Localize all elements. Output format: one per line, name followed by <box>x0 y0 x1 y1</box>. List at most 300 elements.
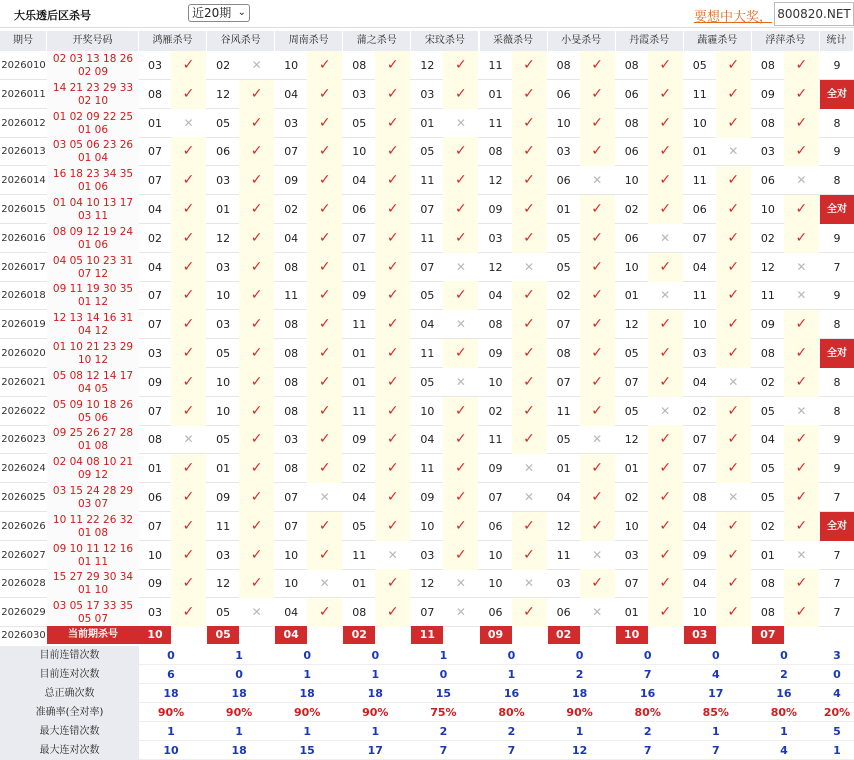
check-icon <box>580 253 615 282</box>
check-glyph: ✓ <box>591 460 603 477</box>
cross-icon <box>580 598 615 627</box>
check-glyph: ✓ <box>591 143 603 160</box>
kill-number: 08 <box>352 59 367 72</box>
kill-number: 09 <box>352 433 367 447</box>
kill-number: 03 <box>488 231 503 245</box>
check-icon <box>307 281 342 310</box>
draw-front-numbers: 01 04 10 13 17 <box>52 197 134 209</box>
stat-cell: 8 <box>833 404 841 418</box>
stat-label: 总正确次数 <box>0 684 139 703</box>
kill-number: 08 <box>760 577 775 591</box>
check-glyph: ✓ <box>250 316 263 333</box>
check-icon <box>784 569 819 598</box>
check-icon <box>512 51 547 80</box>
check-icon <box>512 80 547 109</box>
cross-glyph: ✕ <box>319 576 330 591</box>
check-glyph: ✓ <box>182 229 195 246</box>
check-icon <box>648 598 683 627</box>
check-icon <box>512 281 547 310</box>
check-icon <box>784 483 819 512</box>
check-icon <box>307 512 342 541</box>
period-cell: 2026024 <box>1 463 46 475</box>
stat-cell: 全对 <box>820 195 854 224</box>
kill-number: 05 <box>760 404 775 418</box>
kill-number: 09 <box>692 548 707 562</box>
ad-link[interactable]: 要想中大奖， <box>694 10 773 25</box>
check-glyph: ✓ <box>659 575 672 592</box>
draw-numbers-cell <box>47 512 139 541</box>
kill-number: 11 <box>216 519 231 533</box>
check-glyph: ✓ <box>250 201 263 217</box>
stat-value: 1 <box>303 725 312 738</box>
cross-glyph: ✕ <box>455 115 466 130</box>
table-row <box>0 253 854 282</box>
draw-front-numbers: 05 08 12 14 17 <box>52 369 134 382</box>
kill-number: 09 <box>488 203 503 216</box>
check-icon <box>716 253 751 282</box>
stat-value: 2 <box>780 668 788 681</box>
check-glyph: ✓ <box>182 287 195 304</box>
kill-number: 10 <box>216 404 231 418</box>
table-row <box>0 80 854 109</box>
kill-number: 08 <box>284 404 299 418</box>
kill-number: 03 <box>284 433 299 447</box>
kill-number: 10 <box>692 606 707 620</box>
draw-numbers-cell <box>47 109 139 138</box>
check-glyph: ✓ <box>795 85 808 102</box>
kill-number: 03 <box>148 59 162 72</box>
check-glyph: ✓ <box>591 373 603 390</box>
check-glyph: ✓ <box>523 57 535 73</box>
check-icon <box>648 512 683 541</box>
stat-value: 90% <box>157 706 185 719</box>
table-row <box>0 368 854 397</box>
check-icon <box>512 368 547 397</box>
kill-number: 06 <box>488 606 503 620</box>
stat-value: 0 <box>833 668 841 681</box>
stat-cell: 8 <box>833 174 841 188</box>
check-glyph: ✓ <box>659 143 672 160</box>
cross-icon <box>648 397 683 426</box>
kill-number: 12 <box>488 260 503 274</box>
kill-number: 09 <box>352 289 367 303</box>
draw-front-numbers: 03 15 24 28 29 <box>52 485 134 497</box>
kill-number: 07 <box>488 491 503 504</box>
kill-number: 11 <box>420 174 435 188</box>
check-glyph: ✓ <box>250 546 263 563</box>
kill-number: 02 <box>760 231 775 245</box>
check-icon <box>307 166 342 195</box>
check-icon <box>375 368 410 397</box>
kill-number: 04 <box>692 519 707 533</box>
check-glyph: ✓ <box>795 575 808 592</box>
kill-number: 02 <box>624 491 639 504</box>
draw-front-numbers: 04 05 10 23 31 <box>52 254 134 267</box>
kill-number: 10 <box>148 548 162 562</box>
check-glyph: ✓ <box>659 201 672 217</box>
kill-number: 07 <box>692 462 707 476</box>
table-row <box>0 483 854 512</box>
kill-number: 05 <box>692 59 707 72</box>
kill-number: 11 <box>420 231 435 245</box>
current-period-cell: 2026030 <box>1 630 46 641</box>
kill-number: 01 <box>420 116 435 130</box>
kill-number: 08 <box>284 462 299 476</box>
period-cell: 2026025 <box>1 492 46 503</box>
draw-front-numbers: 16 18 23 34 35 <box>52 168 134 181</box>
kill-number: 08 <box>760 347 775 360</box>
kill-number: 03 <box>556 577 571 591</box>
kill-number: 12 <box>488 174 503 188</box>
stat-cell: 全对 <box>820 512 854 541</box>
check-icon <box>443 195 478 224</box>
stat-value: 17 <box>708 687 724 700</box>
draw-front-numbers: 01 02 09 22 25 <box>52 110 134 123</box>
period-cell: 2026027 <box>1 549 46 561</box>
cross-icon <box>784 397 819 426</box>
stat-label: 最大连错次数 <box>0 722 139 741</box>
kill-number: 06 <box>488 519 503 533</box>
kill-number: 02 <box>488 404 503 418</box>
check-icon <box>648 368 683 397</box>
kill-number: 04 <box>760 433 775 447</box>
kill-number: 10 <box>216 289 231 303</box>
check-glyph: ✓ <box>250 460 263 477</box>
stat-value: 1 <box>167 725 175 738</box>
check-icon <box>171 253 206 282</box>
kill-number: 08 <box>488 145 503 159</box>
kill-number: 01 <box>556 462 571 476</box>
cross-icon <box>443 368 478 397</box>
period-cell: 2026017 <box>1 261 46 273</box>
check-glyph: ✓ <box>386 316 399 333</box>
draw-back-numbers: 01 08 <box>77 526 109 539</box>
kill-number: 10 <box>692 116 707 130</box>
check-icon <box>375 310 410 339</box>
check-glyph: ✓ <box>523 402 535 419</box>
check-icon <box>648 454 683 483</box>
draw-numbers-cell <box>47 454 139 483</box>
stat-cell: 7 <box>833 577 841 591</box>
check-glyph: ✓ <box>659 460 672 477</box>
kill-number: 07 <box>148 519 162 533</box>
cross-icon <box>716 368 751 397</box>
stat-cell: 7 <box>833 260 841 274</box>
kill-number: 09 <box>420 491 435 504</box>
check-glyph: ✓ <box>659 57 672 73</box>
kill-number: 08 <box>556 347 571 360</box>
stat-value: 1 <box>235 725 243 738</box>
cross-glyph: ✕ <box>592 432 603 447</box>
check-glyph: ✓ <box>727 345 740 361</box>
check-icon <box>512 109 547 138</box>
check-glyph: ✓ <box>659 517 672 534</box>
check-icon <box>239 224 274 253</box>
kill-number: 12 <box>556 519 571 533</box>
kill-number: 10 <box>624 260 639 274</box>
check-glyph: ✓ <box>455 546 467 563</box>
kill-number: 08 <box>556 59 571 72</box>
kill-number: 10 <box>624 174 639 188</box>
kill-number: 05 <box>420 145 435 159</box>
header-period: 期号 <box>0 31 47 51</box>
check-glyph: ✓ <box>659 345 672 361</box>
kill-number: 10 <box>420 519 435 533</box>
kill-number: 07 <box>284 519 299 533</box>
kill-number: 11 <box>352 548 367 562</box>
check-icon <box>171 569 206 598</box>
check-icon <box>784 425 819 454</box>
kill-number: 01 <box>352 260 367 274</box>
check-icon <box>239 397 274 426</box>
check-icon <box>784 598 819 627</box>
draw-numbers-cell <box>47 483 139 512</box>
kill-number: 08 <box>148 433 162 447</box>
cross-glyph: ✕ <box>660 230 671 245</box>
check-icon <box>239 109 274 138</box>
stat-value: 7 <box>507 744 516 757</box>
draw-front-numbers: 08 09 12 19 24 <box>52 225 134 238</box>
kill-number: 02 <box>760 519 775 533</box>
check-icon <box>171 368 206 397</box>
kill-number: 05 <box>624 404 639 418</box>
check-icon <box>580 483 615 512</box>
kill-number: 01 <box>352 577 367 591</box>
check-icon <box>580 51 615 80</box>
period-cell: 2026018 <box>1 290 46 302</box>
stat-value: 0 <box>507 649 516 662</box>
stat-value: 4 <box>833 687 841 700</box>
kill-number: 08 <box>760 606 775 620</box>
kill-number: 04 <box>148 260 162 274</box>
check-icon <box>784 454 819 483</box>
draw-front-numbers: 09 25 26 27 28 <box>52 427 134 440</box>
check-glyph: ✓ <box>318 287 331 304</box>
stat-value: 0 <box>780 649 788 662</box>
kill-number: 01 <box>624 606 639 620</box>
check-icon <box>512 310 547 339</box>
stat-value: 1 <box>303 668 312 681</box>
period-select[interactable] <box>188 4 250 22</box>
kill-number: 05 <box>760 491 775 504</box>
header-expert-4: 蒲之杀号 <box>343 31 411 51</box>
check-icon <box>648 109 683 138</box>
check-glyph: ✓ <box>795 431 808 448</box>
check-glyph: ✓ <box>523 345 535 361</box>
check-glyph: ✓ <box>523 201 535 217</box>
check-icon <box>171 598 206 627</box>
check-icon <box>171 281 206 310</box>
current-kill-label: 当前期杀号 <box>47 626 139 644</box>
stat-cell: 9 <box>833 145 841 159</box>
check-glyph: ✓ <box>455 345 467 361</box>
stat-value: 3 <box>833 649 841 662</box>
draw-back-numbers: 01 12 <box>77 296 109 309</box>
cross-icon <box>580 166 615 195</box>
check-glyph: ✓ <box>455 229 467 246</box>
draw-numbers-cell <box>47 368 139 397</box>
check-glyph: ✓ <box>250 172 263 189</box>
draw-back-numbers: 01 06 <box>77 238 109 251</box>
kill-number: 01 <box>624 289 639 303</box>
cross-glyph: ✕ <box>796 288 807 303</box>
check-icon <box>307 51 342 80</box>
draw-back-numbers: 05 06 <box>77 411 109 424</box>
check-icon <box>784 310 819 339</box>
check-glyph: ✓ <box>523 229 535 246</box>
cross-icon <box>443 569 478 598</box>
current-kill-number: 10 <box>139 626 171 644</box>
check-icon <box>375 137 410 166</box>
check-icon <box>648 253 683 282</box>
kill-number: 04 <box>692 260 707 274</box>
draw-back-numbers: 04 12 <box>77 325 109 338</box>
kill-number: 02 <box>624 203 639 216</box>
check-glyph: ✓ <box>182 546 195 563</box>
table-row <box>0 281 854 310</box>
kill-number: 01 <box>148 462 162 476</box>
check-glyph: ✓ <box>318 258 331 275</box>
kill-number: 09 <box>148 577 162 591</box>
draw-back-numbers: 01 11 <box>77 555 109 568</box>
cross-glyph: ✕ <box>796 259 807 274</box>
stat-value: 0 <box>235 668 243 681</box>
cross-glyph: ✕ <box>523 259 535 274</box>
header-expert-8: 丹霞杀号 <box>616 31 684 51</box>
check-icon <box>580 454 615 483</box>
check-icon <box>171 512 206 541</box>
check-glyph: ✓ <box>727 517 740 534</box>
kill-number: 10 <box>284 59 299 72</box>
check-icon <box>512 425 547 454</box>
top-bar <box>0 0 854 28</box>
stat-value: 0 <box>439 668 448 681</box>
kill-number: 07 <box>284 145 299 159</box>
cross-glyph: ✕ <box>455 317 466 332</box>
check-glyph: ✓ <box>659 546 672 563</box>
check-glyph: ✓ <box>795 345 808 361</box>
check-glyph: ✓ <box>318 229 331 246</box>
check-icon <box>443 541 478 570</box>
period-cell: 2026023 <box>1 434 46 446</box>
check-icon <box>716 339 751 368</box>
kill-number: 09 <box>488 347 503 360</box>
check-glyph: ✓ <box>318 345 331 361</box>
draw-numbers-cell <box>47 397 139 426</box>
draw-numbers-cell <box>47 339 139 368</box>
draw-front-numbers: 15 27 29 30 34 <box>52 571 134 584</box>
check-icon <box>239 339 274 368</box>
kill-number: 01 <box>352 347 367 360</box>
current-kill-number: 11 <box>411 626 443 644</box>
check-glyph: ✓ <box>250 229 263 246</box>
kill-number: 01 <box>760 548 775 562</box>
period-cell: 2026011 <box>1 88 46 100</box>
check-glyph: ✓ <box>182 517 195 534</box>
draw-back-numbers: 01 06 <box>77 181 109 194</box>
stat-value: 4 <box>780 744 788 757</box>
kill-number: 03 <box>760 145 775 159</box>
check-icon <box>512 339 547 368</box>
cross-icon <box>443 310 478 339</box>
check-glyph: ✓ <box>795 489 808 505</box>
draw-front-numbers: 10 11 22 26 32 <box>52 513 134 526</box>
check-icon <box>784 368 819 397</box>
kill-number: 04 <box>692 375 707 389</box>
kill-number: 12 <box>216 577 231 591</box>
check-icon <box>784 339 819 368</box>
stat-value: 80% <box>498 706 525 719</box>
stat-cell: 8 <box>833 318 841 332</box>
draw-front-numbers: 01 10 21 23 29 <box>52 341 134 353</box>
check-icon <box>648 425 683 454</box>
check-icon <box>375 253 410 282</box>
current-kill-number: 05 <box>207 626 239 644</box>
draw-front-numbers: 05 09 10 18 26 <box>52 398 134 411</box>
check-glyph: ✓ <box>182 575 195 592</box>
check-icon <box>171 397 206 426</box>
stat-value: 16 <box>640 687 656 700</box>
check-icon <box>307 397 342 426</box>
check-icon <box>648 541 683 570</box>
stat-value: 20% <box>823 706 851 719</box>
draw-numbers-cell <box>47 541 139 570</box>
check-icon <box>716 195 751 224</box>
stat-cell: 9 <box>833 433 841 447</box>
kill-number: 06 <box>760 174 775 188</box>
kill-number: 05 <box>216 606 231 620</box>
kill-number: 03 <box>148 606 162 620</box>
kill-number: 04 <box>352 174 367 188</box>
check-icon <box>307 541 342 570</box>
check-glyph: ✓ <box>182 201 195 217</box>
kill-number: 07 <box>692 231 707 245</box>
period-select-value: 近20期 <box>192 6 232 20</box>
stat-value: 18 <box>231 687 247 700</box>
kill-number: 11 <box>488 116 503 130</box>
check-glyph: ✓ <box>250 402 263 419</box>
draw-front-numbers: 03 05 17 33 35 <box>52 600 134 613</box>
kill-number: 03 <box>420 87 435 101</box>
check-icon <box>307 109 342 138</box>
stat-value: 85% <box>702 706 729 719</box>
kill-number: 04 <box>284 231 299 245</box>
kill-number: 01 <box>692 145 707 159</box>
check-glyph: ✓ <box>386 373 399 390</box>
check-glyph: ✓ <box>591 402 603 419</box>
stat-row <box>0 741 854 760</box>
check-glyph: ✓ <box>795 114 808 131</box>
check-glyph: ✓ <box>318 402 331 419</box>
cross-icon <box>784 253 819 282</box>
check-icon <box>239 425 274 454</box>
stat-value: 15 <box>435 687 452 700</box>
check-glyph: ✓ <box>727 402 740 419</box>
kill-number: 05 <box>420 289 435 303</box>
kill-number: 04 <box>420 318 435 332</box>
cross-glyph: ✕ <box>251 58 262 72</box>
check-glyph: ✓ <box>795 460 808 477</box>
check-glyph: ✓ <box>659 316 672 333</box>
check-icon <box>307 454 342 483</box>
check-glyph: ✓ <box>318 373 331 390</box>
check-icon <box>716 512 751 541</box>
check-glyph: ✓ <box>659 85 672 102</box>
draw-numbers-cell <box>47 224 139 253</box>
check-icon <box>307 80 342 109</box>
check-glyph: ✓ <box>455 287 467 304</box>
period-cell: 2026022 <box>1 405 46 417</box>
